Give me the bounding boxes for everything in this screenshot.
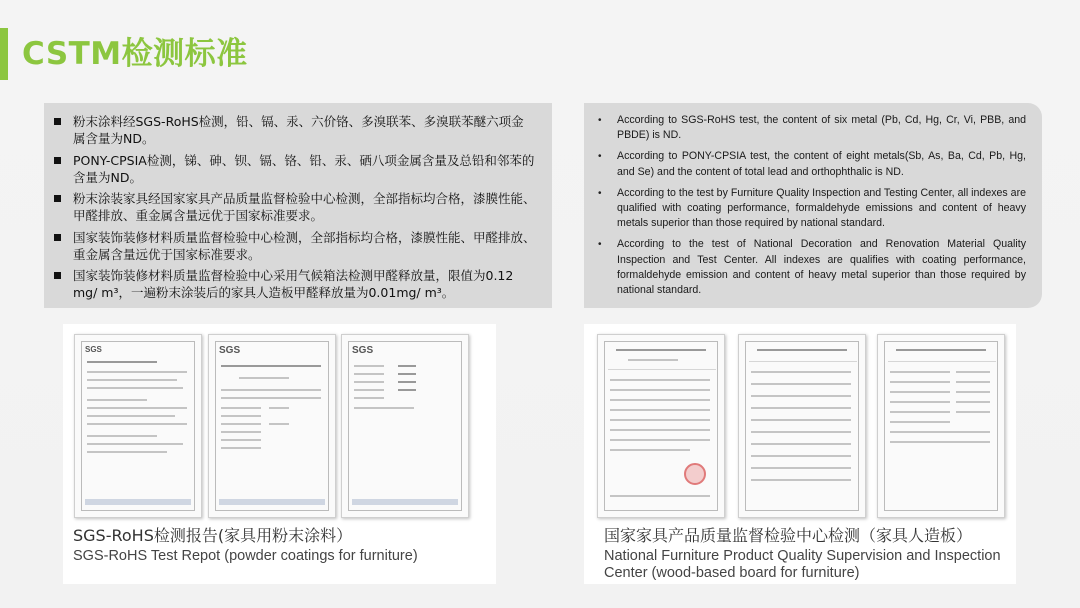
red-seal-icon — [684, 463, 706, 485]
inspection-report-page-3 — [877, 334, 1005, 518]
square-bullet-icon — [54, 272, 61, 279]
list-item: PONY-CPSIA检测，锑、砷、钡、镉、铬、铅、汞、硒八项金属含量及总铅和邻苯的含量为ND。 — [52, 152, 536, 186]
chinese-summary-panel — [44, 103, 552, 308]
english-summary-panel — [584, 103, 1042, 308]
sgs-report-page-3 — [341, 334, 469, 518]
sgs-report-card — [63, 324, 496, 584]
inspection-report-page-1 — [597, 334, 725, 518]
list-item: 国家装饰装修材料质量监督检验中心检测，全部指标均合格，漆膜性能、甲醛排放、重金属含量远优于国家标准要求。 — [52, 229, 536, 263]
list-item: • According to the test of National Decoration and Renovation Material Quality Inspection and Test Center. All indexes are qualifies with coating performance, formaldehyde emission and content of heavy metal superior than those required by national standard. — [598, 237, 1026, 298]
sgs-logo: SGS — [85, 345, 102, 354]
dot-bullet-icon: • — [598, 187, 602, 199]
dot-bullet-icon: • — [598, 239, 602, 251]
list-item: 粉末涂装家具经国家家具产品质量监督检验中心检测，全部指标均合格，漆膜性能、甲醛排放、重金属含量远优于国家标准要求。 — [52, 190, 536, 224]
list-item: 国家装饰装修材料质量监督检验中心采用气候箱法检测甲醛释放量，限值为0.12 mg/ m³，一遍粉末涂装后的家具人造板甲醛释放量为0.01mg/ m³。 — [52, 267, 536, 301]
sgs-caption-cn: SGS-RoHS检测报告(家具用粉末涂料） — [73, 526, 353, 545]
square-bullet-icon — [54, 234, 61, 241]
square-bullet-icon — [54, 195, 61, 202]
furniture-center-report-card — [584, 324, 1016, 584]
furniture-center-caption-en: National Furniture Product Quality Supervision and Inspection Center (wood-based board for furniture) — [604, 548, 1001, 581]
sgs-caption-en: SGS-RoHS Test Repot (powder coatings for furniture) — [73, 548, 418, 564]
list-item: • According to PONY-CPSIA test, the content of eight metals(Sb, As, Ba, Cd, Pb, Hg, and Se) and the content of total lead and orthophthalic is ND. — [598, 149, 1026, 179]
dot-bullet-icon: • — [598, 115, 602, 126]
list-item: • According to SGS-RoHS test, the content of six metal (Pb, Cd, Hg, Cr, Vi, PBB, and PBDE) is ND. — [598, 113, 1026, 143]
list-item: 粉末涂料经SGS-RoHS检测，铅、镉、汞、六价铬、多溴联苯、多溴联苯醚六项金属含量为ND。 — [52, 113, 536, 147]
sgs-logo: SGS — [352, 345, 374, 356]
furniture-center-caption-cn: 国家家具产品质量监督检验中心检测（家具人造板） — [604, 526, 973, 545]
list-item: • According to the test by Furniture Quality Inspection and Testing Center, all indexes are qualified with coating performance, formaldehyde emissions and content of heavy metals superior than those required by national standard. — [598, 186, 1026, 232]
inspection-report-page-2 — [738, 334, 866, 518]
dot-bullet-icon: • — [598, 151, 602, 163]
title-accent-bar — [0, 28, 8, 80]
sgs-report-page-2 — [208, 334, 336, 518]
square-bullet-icon — [54, 118, 61, 125]
page-title: CSTM检测标准 — [22, 36, 248, 72]
square-bullet-icon — [54, 157, 61, 164]
sgs-logo: SGS — [219, 345, 241, 356]
sgs-report-page-1 — [74, 334, 202, 518]
